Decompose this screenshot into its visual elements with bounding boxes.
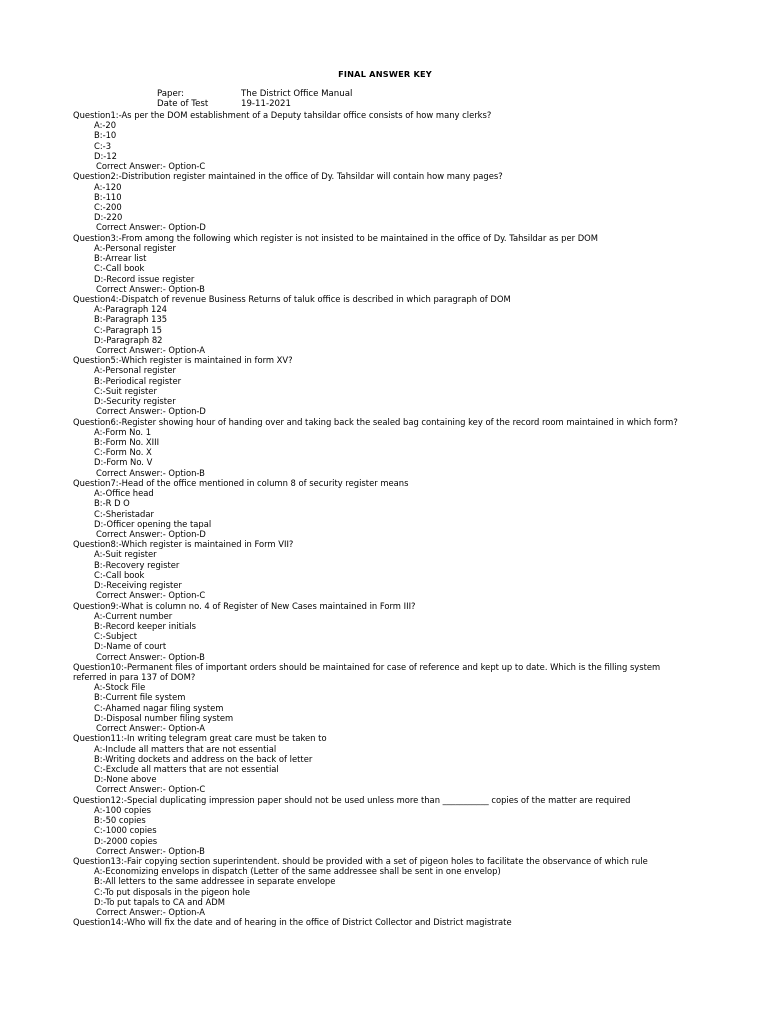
answer-option: D:-Name of court (94, 641, 167, 652)
question-text: Question7:-Head of the office mentioned in column 8 of security register means (73, 477, 409, 488)
question-block (73, 417, 693, 478)
correct-answer: Correct Answer:- Option-C (96, 784, 206, 795)
correct-answer: Correct Answer:- Option-B (96, 651, 205, 662)
answer-option: B:-10 (94, 130, 117, 141)
answer-option: D:-Record issue register (94, 273, 195, 284)
answer-option: C:-To put disposals in the pigeon hole (94, 886, 251, 897)
answer-option: A:-Personal register (94, 242, 176, 253)
answer-option: B:-Writing dockets and address on the back of letter (94, 753, 313, 764)
answer-option: C:-3 (94, 140, 112, 151)
question-text: Question2:-Distribution register maintained in the office of Dy. Tahsildar will contain how many pages? (73, 171, 503, 182)
paper-value: The District Office Manual (241, 89, 353, 99)
answer-option: B:-Periodical register (94, 375, 182, 386)
answer-option: D:-To put tapals to CA and ADM (94, 896, 225, 907)
paper-row (157, 89, 352, 99)
answer-option: D:-Paragraph 82 (94, 334, 163, 345)
question-text: Question5:-Which register is maintained in form XV? (73, 355, 293, 366)
answer-option: C:-Sheristadar (94, 508, 154, 519)
answer-option: C:-Ahamed nagar filing system (94, 702, 224, 713)
correct-answer: Correct Answer:- Option-D (96, 528, 206, 539)
correct-answer: Correct Answer:- Option-A (96, 345, 205, 356)
answer-option: B:-50 copies (94, 815, 146, 826)
answer-option: B:-Current file system (94, 692, 186, 703)
answer-option: B:-R D O (94, 498, 130, 509)
answer-option: A:-Stock File (94, 682, 146, 693)
question-text: Question14:-Who will fix the date and of hearing in the office of District Collector and District magistrate (73, 917, 512, 928)
correct-answer: Correct Answer:- Option-A (96, 723, 205, 734)
answer-option: A:-Paragraph 124 (94, 304, 167, 315)
answer-option: D:-Security register (94, 396, 176, 407)
question-text: Question1:-As per the DOM establishment of a Deputy tahsildar office consists of how many clerks? (73, 110, 492, 120)
date-label: Date of Test (157, 99, 209, 109)
question-block (73, 539, 693, 600)
paper-label: Paper: (157, 89, 185, 99)
question-text: Question4:-Dispatch of revenue Business Returns of taluk office is described in which paragraph of DOM (73, 293, 511, 304)
question-text: Question12:-Special duplicating impression paper should not be used unless more than ___________ copies of the matter are required (73, 794, 631, 805)
answer-option: A:-100 copies (94, 804, 151, 815)
answer-option: B:-Record keeper initials (94, 620, 197, 631)
answer-option: D:-220 (94, 212, 123, 223)
question-block (73, 478, 693, 539)
question-block (73, 733, 693, 794)
answer-option: D:-Form No. V (94, 457, 153, 468)
answer-option: D:-Receiving register (94, 580, 182, 591)
answer-option: C:-Subject (94, 631, 137, 642)
answer-option: B:-Paragraph 135 (94, 314, 168, 325)
correct-answer: Correct Answer:- Option-D (96, 406, 206, 417)
answer-option: A:-Form No. 1 (94, 426, 152, 437)
answer-option: B:-110 (94, 191, 122, 202)
correct-answer: Correct Answer:- Option-B (96, 283, 205, 294)
correct-answer: Correct Answer:- Option-C (96, 161, 206, 172)
answer-option: A:-Office head (94, 488, 154, 499)
answer-option: A:-Personal register (94, 365, 176, 376)
question-block (73, 917, 693, 927)
answer-option: B:-Recovery register (94, 559, 180, 570)
question-text: Question10:-Permanent files of important orders should be maintained for case of reference and kept up to date. Which is the filling system referred in para 137 of DOM? (73, 661, 661, 683)
correct-answer: Correct Answer:- Option-A (96, 907, 205, 918)
question-text: Question8:-Which register is maintained in Form VII? (73, 539, 294, 550)
question-text: Question9:-What is column no. 4 of Register of New Cases maintained in Form III? (73, 600, 416, 611)
answer-option: A:-Current number (94, 610, 173, 621)
answer-option: D:-None above (94, 774, 157, 785)
question-block (73, 294, 693, 355)
question-block (73, 171, 693, 232)
answer-option: B:-All letters to the same addressee in separate envelope (94, 876, 336, 887)
answer-option: A:-20 (94, 120, 117, 131)
date-row (157, 99, 291, 109)
correct-answer: Correct Answer:- Option-D (96, 222, 206, 233)
question-block (73, 233, 693, 294)
answer-option: A:-Include all matters that are not essential (94, 743, 277, 754)
answer-option: C:-Call book (94, 263, 145, 274)
answer-option: C:-Paragraph 15 (94, 324, 162, 335)
correct-answer: Correct Answer:- Option-C (96, 590, 206, 601)
answer-option: A:-120 (94, 181, 122, 192)
page-title: FINAL ANSWER KEY (338, 69, 432, 79)
question-block (73, 601, 693, 662)
answer-option: A:-Suit register (94, 549, 157, 560)
question-block (73, 355, 693, 416)
question-block (73, 110, 693, 171)
question-text: Question3:-From among the following which register is not insisted to be maintained in the office of Dy. Tahsildar as per DOM (73, 232, 598, 243)
correct-answer: Correct Answer:- Option-B (96, 467, 205, 478)
answer-option: D:-12 (94, 150, 117, 161)
answer-option: C:-Suit register (94, 385, 157, 396)
answer-option: D:-2000 copies (94, 835, 158, 846)
question-block (73, 795, 693, 856)
question-text: Question13:-Fair copying section superintendent. should be provided with a set of pigeon holes to facilitate the observance of which rule (73, 855, 648, 866)
answer-option: B:-Arrear list (94, 253, 147, 264)
answer-option: C:-Exclude all matters that are not essential (94, 764, 279, 774)
answer-option: D:-Disposal number filing system (94, 712, 234, 723)
question-block (73, 662, 693, 734)
answer-option: C:-Call book (94, 569, 145, 580)
answer-option: C:-Form No. X (94, 447, 152, 458)
question-list (73, 110, 693, 928)
answer-option: D:-Officer opening the tapal (94, 518, 212, 529)
answer-option: C:-1000 copies (94, 825, 157, 836)
answer-option: B:-Form No. XIII (94, 437, 160, 447)
date-value: 19-11-2021 (241, 99, 291, 109)
answer-option: A:-Economizing envelops in dispatch (Letter of the same addressee shall be sent in one envelop) (94, 866, 501, 877)
question-block (73, 856, 693, 917)
question-text: Question6:-Register showing hour of handing over and taking back the sealed bag containing key of the record room maintained in which form? (73, 416, 678, 427)
answer-option: C:-200 (94, 201, 122, 212)
correct-answer: Correct Answer:- Option-B (96, 845, 205, 856)
question-text: Question11:-In writing telegram great care must be taken to (73, 733, 327, 744)
